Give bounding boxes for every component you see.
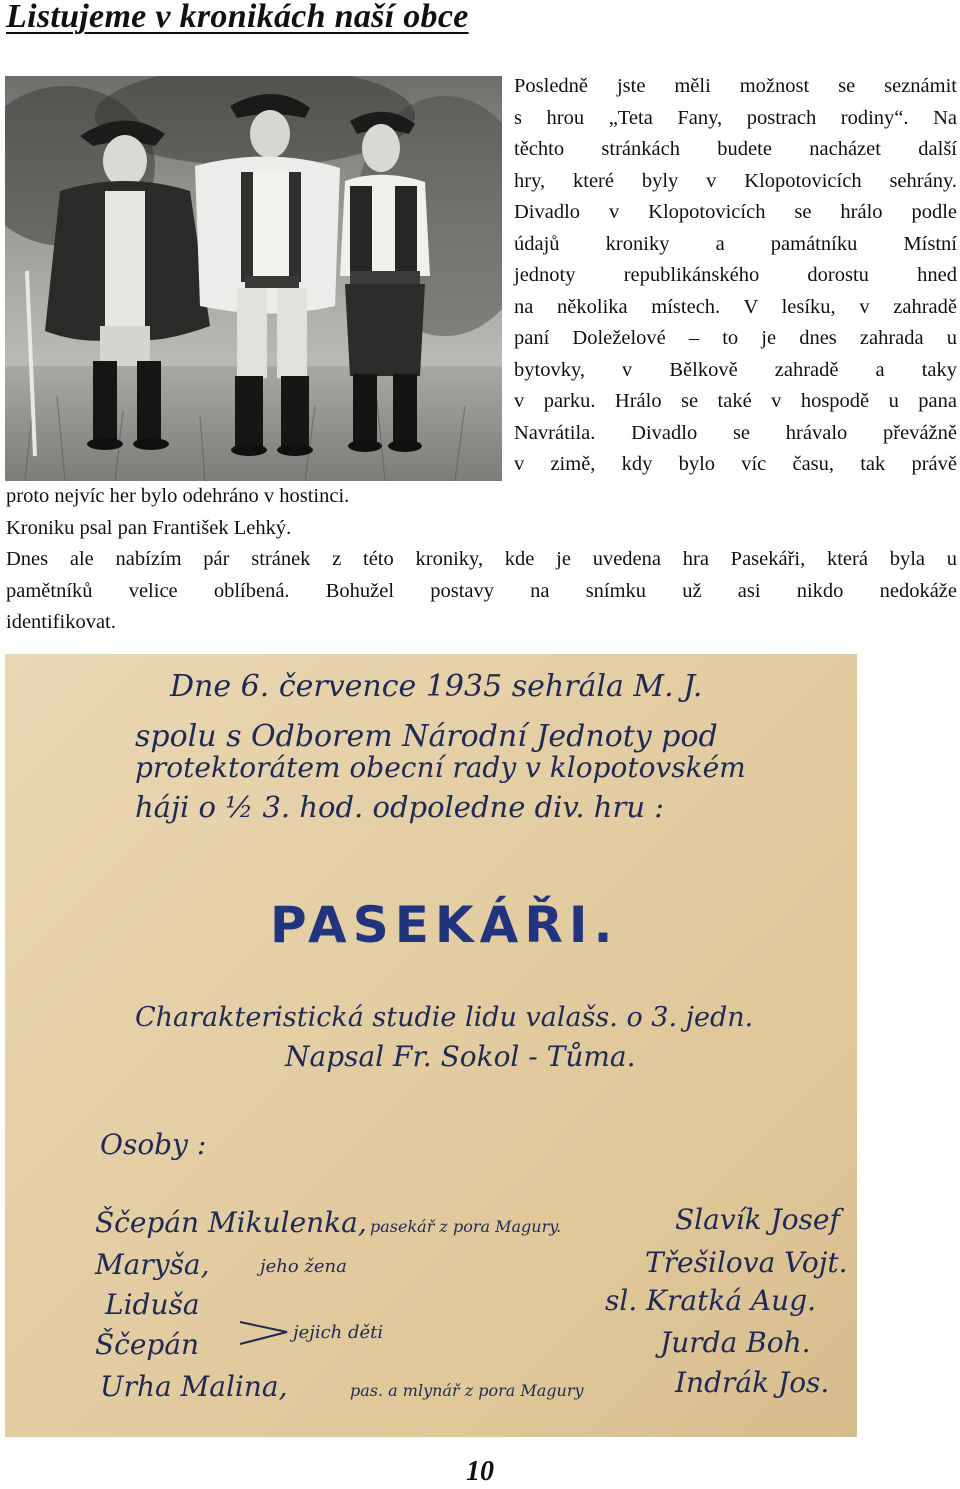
text-line: identifikovat. [6, 611, 116, 633]
text-line: bytovky, v Bělkově zahradě a taky [514, 358, 957, 381]
manuscript-line: háji o ½ 3. hod. odpoledne div. hru : [135, 790, 665, 824]
text-line: těchto stránkách budete nacházet další [514, 138, 957, 160]
intro-paragraph [514, 71, 957, 481]
play-subtitle: Charakteristická studie lidu valašs. o 3. jedn. [135, 1002, 754, 1033]
manuscript-line: spolu s Odborem Národní Jednoty pod [135, 719, 718, 754]
text-line: Posledně jste měli možnost se seznámit [514, 75, 957, 97]
text-line: hry, které byly v Klopotovicích sehrány. [514, 169, 957, 192]
cast-role: Maryša, [95, 1248, 210, 1281]
cast-actor: Slavík Josef [675, 1203, 840, 1236]
play-title: PASEKÁŘI. [270, 896, 619, 954]
chronicle-scan [5, 654, 857, 1437]
cast-actor: Indrák Jos. [675, 1366, 830, 1399]
cast-actor: Jurda Boh. [660, 1326, 811, 1359]
historical-photo [5, 76, 502, 481]
cast-actor: sl. Kratká Aug. [605, 1284, 817, 1317]
text-line: jednoty republikánského dorostu hned [514, 264, 957, 286]
text-line: Dnes ale nabízím pár stránek z této kroniky, kde je uvedena hra Pasekáři, která byla u [6, 548, 957, 570]
text-line: Navrátila. Divadlo se hrávalo převážně [514, 421, 957, 444]
cast-note: jeho žena [260, 1256, 347, 1277]
manuscript-line: Dne 6. července 1935 sehrála M. J. [170, 669, 703, 704]
text-line: Kroniku psal pan František Lehký. [6, 516, 292, 539]
page-number: 10 [466, 1456, 494, 1487]
cast-role: Ščepán Mikulenka, [95, 1206, 367, 1239]
cast-heading: Osoby : [100, 1128, 207, 1161]
text-line: údajů kroniky a památníku Místní [514, 232, 957, 255]
text-line: v zimě, kdy bylo víc času, tak právě [514, 453, 957, 475]
cast-role: Ščepán [95, 1328, 200, 1361]
body-paragraph [6, 481, 957, 639]
cast-role: Urha Malina, [100, 1370, 288, 1403]
text-line: paní Doleželové – to je dnes zahrada u [514, 327, 957, 349]
cast-role: Liduša [105, 1288, 200, 1321]
text-line: pamětníků velice oblíbená. Bohužel postavy na snímku už asi nikdo nedokáže [6, 579, 957, 602]
author-line: Napsal Fr. Sokol - Tůma. [285, 1040, 636, 1073]
text-line: v parku. Hrálo se také v hospodě u pana [514, 390, 957, 412]
cast-note: pas. a mlynář z pora Magury [350, 1381, 584, 1400]
cast-note: pasekář z pora Magury. [370, 1217, 562, 1236]
text-line: s hrou „Teta Fany, postrach rodiny“. Na [514, 106, 957, 129]
page-title: Listujeme v kronikách naší obce [6, 0, 469, 35]
text-line: proto nejvíc her bylo odehráno v hostinci. [6, 485, 350, 507]
manuscript-line: protektorátem obecní rady v klopotovském [135, 751, 746, 784]
text-line: na několika místech. V lesíku, v zahradě [514, 295, 957, 318]
children-note: jejich děti [293, 1322, 384, 1343]
text-line: Divadlo v Klopotovicích se hrálo podle [514, 201, 957, 223]
cast-actor: Třešilova Vojt. [645, 1246, 848, 1279]
